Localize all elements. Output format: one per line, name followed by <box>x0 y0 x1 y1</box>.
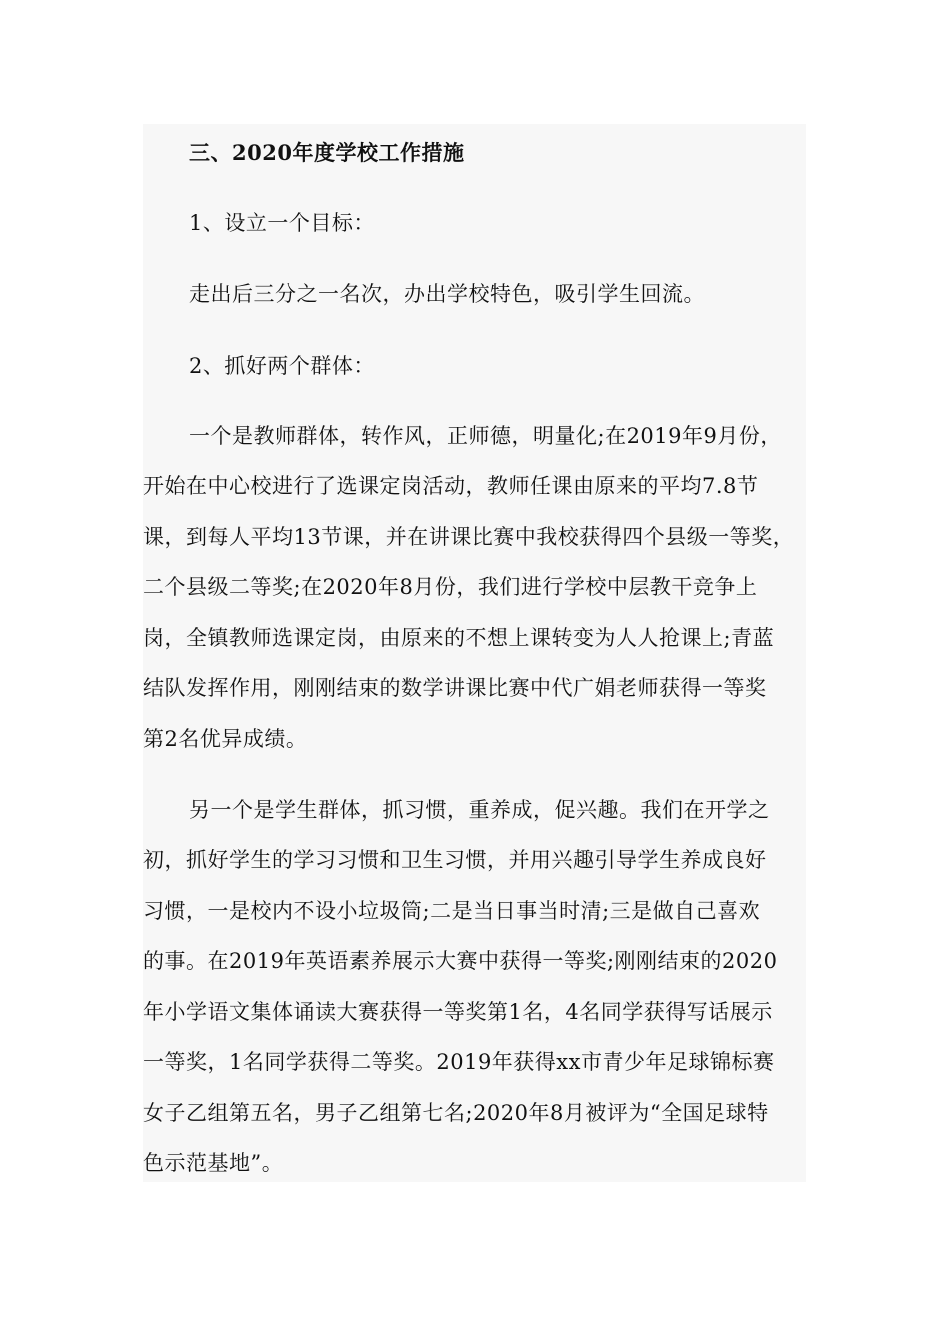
document-page <box>143 124 806 1182</box>
paragraph-line: 二个县级二等奖;在2020年8月份，我们进行学校中层教干竞争上 <box>143 575 758 599</box>
paragraph-line: 另一个是学生群体，抓习惯，重养成，促兴趣。我们在开学之 <box>189 798 770 822</box>
paragraph-line: 女子乙组第五名，男子乙组第七名;2020年8月被评为“全国足球特 <box>143 1101 769 1125</box>
paragraph-line: 第2名优异成绩。 <box>143 727 308 751</box>
item-1-text: 走出后三分之一名次，办出学校特色，吸引学生回流。 <box>189 282 705 306</box>
paragraph-line: 色示范基地”。 <box>143 1151 284 1175</box>
item-2-title: 2、抓好两个群体： <box>189 354 375 378</box>
section-heading: 三、2020年度学校工作措施 <box>189 140 465 165</box>
paragraph-line: 习惯，一是校内不设小垃圾筒;二是当日事当时清;三是做自己喜欢 <box>143 899 761 923</box>
paragraph-line: 年小学语文集体诵读大赛获得一等奖第1名，4名同学获得写话展示 <box>143 1000 773 1024</box>
paragraph-line: 的事。在2019年英语素养展示大赛中获得一等奖;刚刚结束的2020 <box>143 949 778 973</box>
paragraph-line: 一个是教师群体，转作风，正师德，明量化;在2019年9月份， <box>189 424 782 448</box>
paragraph-line: 一等奖，1名同学获得二等奖。2019年获得xx市青少年足球锦标赛 <box>143 1050 775 1074</box>
paragraph-line: 初，抓好学生的学习习惯和卫生习惯，并用兴趣引导学生养成良好 <box>143 848 767 872</box>
paragraph-line: 岗，全镇教师选课定岗，由原来的不想上课转变为人人抢课上;青蓝 <box>143 626 775 650</box>
paragraph-line: 课，到每人平均13节课，并在讲课比赛中我校获得四个县级一等奖， <box>143 525 795 549</box>
item-1-title: 1、设立一个目标： <box>189 211 375 235</box>
paragraph-line: 开始在中心校进行了选课定岗活动，教师任课由原来的平均7.8节 <box>143 474 759 498</box>
paragraph-line: 结队发挥作用，刚刚结束的数学讲课比赛中代广娟老师获得一等奖 <box>143 676 767 700</box>
